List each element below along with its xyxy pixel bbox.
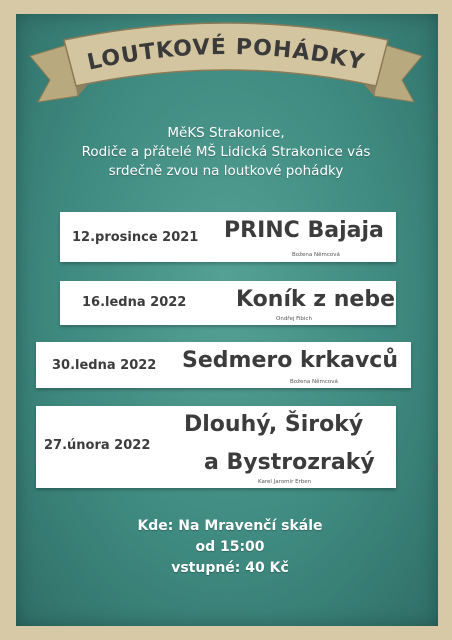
show-card	[60, 281, 396, 325]
show-author: Karel Jaromír Erben	[258, 479, 312, 485]
show-title-line2: a Bystrozraký	[204, 450, 375, 475]
show-author: Ondřej Fibich	[276, 316, 312, 322]
show-card	[36, 406, 396, 488]
show-author: Božena Němcová	[290, 379, 338, 385]
show-author: Božena Němcová	[292, 252, 340, 258]
banner-title: LOUTKOVÉ POHÁDKY	[85, 34, 367, 76]
location: Kde: Na Mravenčí skále	[137, 518, 323, 534]
show-title: Sedmero krkavců	[182, 348, 398, 373]
intro-line: srdečně zvou na loutkové pohádky	[108, 163, 344, 179]
time: od 15:00	[195, 539, 265, 555]
show-date: 30.ledna 2022	[52, 358, 157, 373]
intro-line: Rodiče a přátelé MŠ Lidická Strakonice vás	[81, 144, 371, 160]
show-title-line1: Dlouhý, Široký	[184, 412, 364, 437]
show-date: 12.prosince 2021	[72, 230, 199, 245]
show-title: PRINC Bajaja	[224, 218, 384, 243]
intro-line: MěKS Strakonice,	[167, 125, 285, 141]
show-date: 16.ledna 2022	[82, 295, 187, 310]
svg-text:LOUTKOVÉ POHÁDKY	[85, 34, 367, 76]
intro-text	[30, 124, 422, 181]
banner-title-svg	[0, 26, 452, 96]
event-details	[80, 516, 380, 579]
show-card	[60, 212, 396, 262]
show-date: 27.února 2022	[44, 438, 151, 453]
admission: vstupné: 40 Kč	[171, 560, 289, 576]
show-card	[36, 342, 411, 388]
show-title: Koník z nebe	[236, 287, 395, 312]
